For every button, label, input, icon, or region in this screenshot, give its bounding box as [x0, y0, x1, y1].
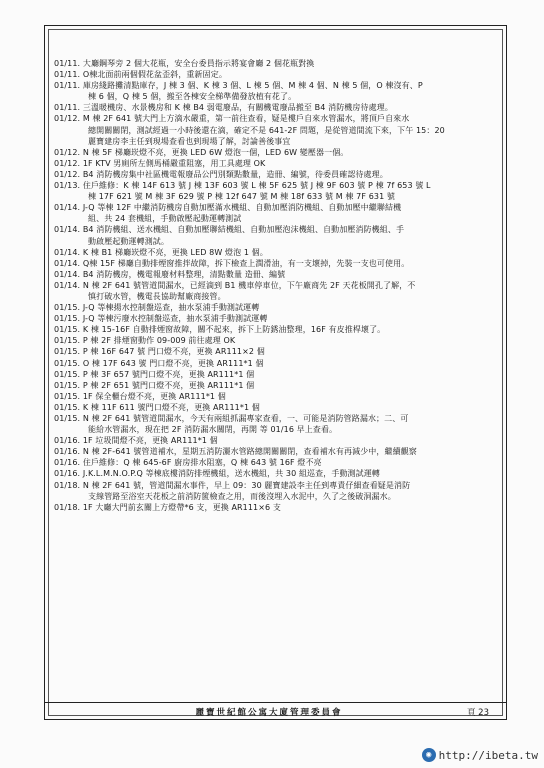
log-line: 01/11. 大廳鋼琴旁 2 個大花瓶，安全台委員指示將宴會廳 2 個花瓶對換	[54, 59, 315, 68]
log-line: 01/16. 1F 垃圾間燈不亮，更換 AR111*1 個	[54, 436, 218, 446]
log-line: 01/14. J-Q 等棟 12F 中繼消防機房自動加壓滿水機組、自動加壓消防機組、自動加壓中繼聯結機	[54, 203, 402, 213]
page-footer	[44, 702, 507, 720]
log-line: 01/15. N 棟 2F 641 號管道間漏水，今天有兩組抓漏專家查看，一、可能是消防管路漏水；二、可	[54, 414, 409, 423]
log-line: 01/14. B4 消防機房，機電報廢材料整理，清點數量 造冊、編號	[54, 269, 286, 279]
log-line: 01/15. O 棟 17F 643 號 門口燈不亮，更換 AR111*1 個	[54, 358, 264, 368]
watermark	[422, 748, 538, 762]
log-line: 棟 17F 621 號 M 棟 3F 629 號 P 棟 12f 647 號 M 棟 18f 633 號 M 棟 7F 631 號	[88, 192, 396, 202]
log-line: 01/18. 1F 大廳大門前玄關上方燈帶*6 支，更換 AR111×6 支	[54, 502, 281, 512]
log-line: 總開關關閉，測試經過一小時後還在滴，確定不是 641-2F 問題，是從管道間流下來，下午 15：20	[88, 125, 445, 135]
log-line: 01/14. B4 消防機組、送水機組、自動加壓聯結機組、自動加壓泡沫機組、自動加壓消防機組、手	[54, 225, 405, 235]
globe-icon: ◉	[422, 748, 436, 762]
log-line: 01/11. 三溫暖機房、水景機房和 K 棟 B4 弱電廢品，有關機電廢品搬至 B4 消防機房待處理。	[54, 103, 393, 113]
log-line: 01/15. J-Q 等棟污廢水控制盤巡查，抽水泵浦手動測試運轉	[54, 314, 268, 324]
work-log	[54, 58, 500, 698]
log-line: 01/15. P 棟 3F 657 號門口燈不亮，更換 AR111*1 個	[54, 369, 255, 379]
log-line: 01/15. J-Q 等棟揚水控制盤巡查，抽水泵浦手動測試運轉	[54, 303, 260, 313]
log-line: 01/14. Q棟 15F 梯廳自動排煙窗推拌故障，拆下檢查上潤滑油，有一支壞掉，先裝一支也可使用。	[54, 258, 410, 268]
log-line: 01/12. 1F KTV 男廁所左側馬桶嚴重阻塞，用工具處理 OK	[54, 158, 266, 168]
log-line: 01/16. 住戶維修：Q 棟 645-6F 廚房排水阻塞，Q 棟 643 號 16F 燈不亮	[54, 458, 322, 468]
log-line: 能給水管漏水，現在把 2F 消防漏水關閉，再開 等 01/16 早上查看。	[88, 425, 338, 435]
log-line: 01/14. N 棟 2F 641 號管道間漏水，已經滴到 B1 機車停車位，下午廠商先 2F 天花板開孔了解，不	[54, 280, 416, 290]
log-line: 動啟壓起動運轉測試。	[88, 236, 169, 246]
log-line: 慎打破水管，機電長協助幫廠商接管。	[88, 291, 226, 301]
log-line: 01/13. 住戶維修：K 棟 14F 613 號 J 棟 13F 603 號 L 棟 5F 625 號 J 棟 9F 603 號 P 棟 7f 653 號 L	[54, 181, 431, 191]
log-line: 01/15. P 棟 2F 651 號門口燈不亮，更換 AR111*1 個	[54, 380, 255, 390]
log-line: 01/15. P 棟 16F 647 號 門口燈不亮，更換 AR111×2 個	[54, 347, 265, 357]
log-line: 01/15. K 棟 15-16F 自動排煙窗故障，關不起來，拆下上防銹油整理，16F 有皮推桿壞了。	[54, 325, 386, 335]
watermark-text: http://ibeta.tw	[438, 748, 538, 762]
log-line: 01/15. P 棟 2F 排煙窗動作 09-009 前往處理 OK	[54, 336, 236, 346]
log-line: 組、共 24 套機組，手動啟壓起動運轉測試	[88, 214, 242, 224]
log-line: 支線管路至浴室天花板之前消防篋檢查之用，而後沒埋入水泥中，久了之後破洞漏水。	[88, 491, 396, 501]
log-line: 01/11. O棟北面前兩個假花盆歪斜，重新固定。	[54, 70, 227, 80]
footer-title: 麗寶世紀館公寓大廈管理委員會	[195, 708, 343, 718]
page-number: 頁 23	[466, 708, 489, 718]
log-line: 麗寶建房李主任到現場查看也到現場了解，討論善後事宜	[88, 136, 291, 146]
log-line: 01/12. N 棟 5F 梯廳崁燈不亮，更換 LED 6W 燈泡一個，LED 6W 變壓器一個。	[54, 147, 349, 157]
log-line: 01/18. N 棟 2F 641 號，管道間漏水事件，早上 09：30 麗寶建設李主任到專責仔細查看疑是消防	[54, 480, 411, 490]
log-line: 棟 6 個，Q 棟 5 個，搬至各棟安全梯準備發放植有花了。	[88, 92, 297, 102]
log-line: 01/14. K 棟 B1 梯廳崁燈不亮，更換 LED 8W 燈泡 1 個。	[54, 247, 268, 257]
log-line: 01/12. M 棟 2F 641 號大門上方滴水嚴重，第一前往查看，疑是樓戶自來水管漏水，將頂戶自來水	[54, 114, 410, 124]
log-line: 01/15. 1F 保全櫃台燈不亮，更換 AR111*1 個	[54, 391, 226, 401]
log-line: 01/11. 庫房綫路攤清點庫存，J 棟 3 個、K 棟 3 個、L 棟 5 個、M 棟 4 個、N 棟 5 個，O 棟沒有、P	[54, 81, 423, 91]
log-line: 01/15. K 棟 11F 611 號門口燈不亮，更換 AR111*1 個	[54, 402, 260, 412]
log-line: 01/16. N 棟 2F-641 號管道補水，星期五消防灑水管路總開關關閉，查看補水有再減少中，繼續觀察	[54, 447, 417, 457]
log-line: 01/12. B4 消防機房集中社區機電報廢品公門別類點數量，造冊、編號，待委員確認待處理。	[54, 169, 388, 179]
log-line: 01/16. J.K.L.M.N.O.P.Q 等棟底樓消防排煙機組，送水機組，共 30 組巡查，手動測試運轉	[54, 469, 380, 479]
